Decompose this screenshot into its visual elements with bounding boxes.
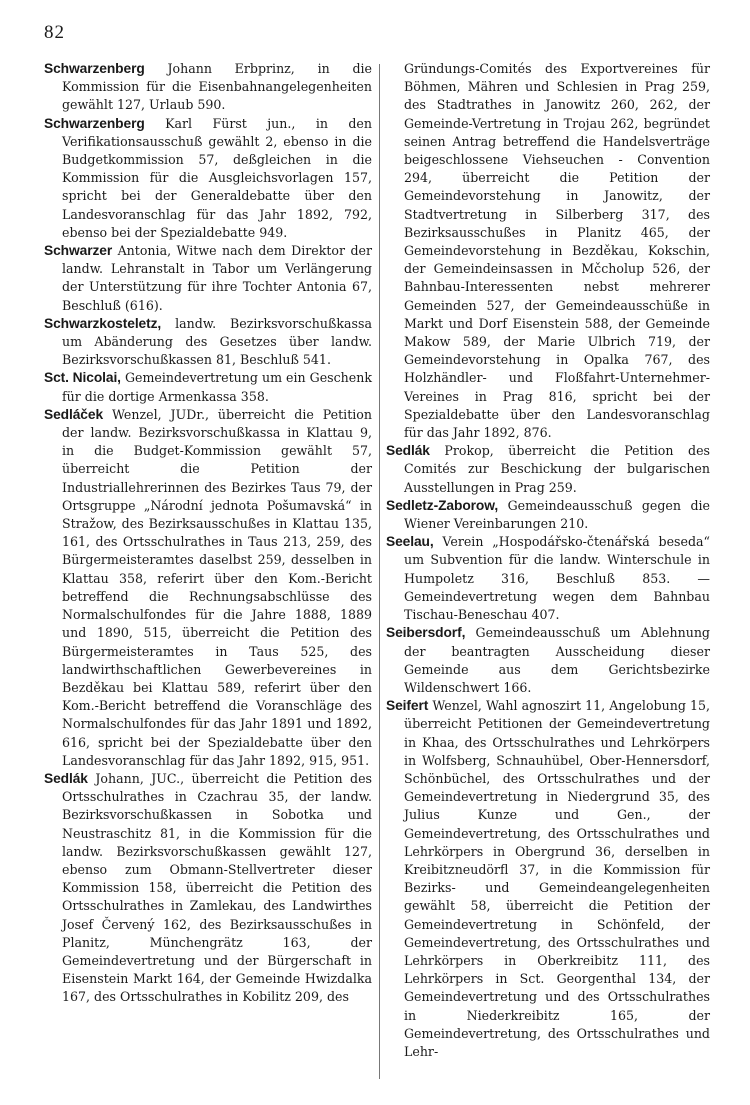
right-column: [386, 60, 710, 1061]
entry-text: landw. Bezirksvorschußkassa um Abänderung des Gesetzes über landw. Bezirksvorschußkassen 81, Beschluß 541.: [62, 315, 372, 368]
entry-heading: Sedlák: [386, 443, 430, 459]
index-entry: [386, 533, 710, 624]
entry-heading: Schwarzenberg: [44, 115, 145, 131]
entry-heading: Seifert: [386, 698, 429, 714]
entry-heading: Sedlák: [44, 770, 88, 786]
entry-text: Antonia, Witwe nach dem Direktor der landw. Lehranstalt in Tabor um Verlängerung der Unterstützung für ihre Tochter Antonia 67, Beschluß (616).: [62, 243, 372, 313]
entry-heading: Sedláček: [44, 406, 104, 422]
index-entry: [44, 315, 372, 370]
index-entry: [44, 770, 372, 1007]
entry-text: Prokop, überreicht die Petition des Comités zur Beschickung der bulgarischen Ausstellungen in Prag 259.: [404, 443, 710, 495]
entry-heading: Seelau,: [386, 534, 434, 550]
index-entry: [386, 497, 710, 533]
entry-heading: Schwarzkosteletz,: [44, 315, 162, 331]
entry-heading: Seibersdorf,: [386, 625, 466, 641]
index-entry: [44, 406, 372, 770]
index-entry: [44, 369, 372, 405]
index-entry: [44, 60, 372, 115]
index-entry: [386, 442, 710, 497]
index-entry: [44, 115, 372, 242]
entry-text: Verein „Hospodářsko-čtenářská beseda“ um Subvention für die landw. Winterschule in Humpoletz 316, Beschluß 853. — Gemeindevertretung wegen dem Bahnbau Tischau-Beneschau 407.: [404, 534, 710, 623]
entry-text: Gemeindevertretung um ein Geschenk für die dortige Armenkassa 358.: [62, 370, 372, 404]
entry-text: Johann Erbprinz, in die Kommission für die Eisenbahnangelegenheiten gewählt 127, Urlaub 590.: [62, 61, 372, 113]
index-entry: [386, 624, 710, 697]
entry-heading: Sct. Nicolai,: [44, 370, 121, 386]
continued-entry-text: Gründungs-Comités des Exportvereines für Böhmen, Mähren und Schlesien in Prag 259, des Stadtrathes in Janowitz 260, 262, der Gemeinde-Vertretung in Trojau 262, begründet seinen Antrag betreffend die Handelsverträge beigeschlossene Viehseuchen - Convention 294, überreicht die Petition der Gemeindevorstehung in Janowitz, der Stadtvertretung in Silberberg 317, des Bezirksausschußes in Planitz 465, der Gemeindevorstehung in Bezděkau, Kokschin, der Gemeindeinsassen in Mčcholup 526, der Bahnbau-Interessenten nebst mehrerer Gemeinden 527, der Gemeindeausschüße in Markt und Dorf Eisenstein 588, der Gemeinde Makow 589, der Marie Ulbrich 719, der Gemeindevorstehung in Opalka 767, des Holzhändler- und Floßfahrt-Unternehmer-Vereines in Prag 816, spricht bei der Spezialdebatte über den Landesvoranschlag für das Jahr 1892, 876.: [404, 61, 710, 441]
entry-text: Karl Fürst jun., in den Verifikationsausschuß gewählt 2, ebenso in die Budgetkommission 57, deßgleichen in die Kommission für die Ausgleichsvorlagen 157, spricht bei der Generaldebatte über den Landesvoranschlag für das Jahr 1892, 792, ebenso bei der Spezialdebatte 949.: [62, 115, 372, 240]
entry-text: Wenzel, Wahl agnoszirt 11, Angelobung 15, überreicht Petitionen der Gemeindevertretung in Khaa, des Ortsschulrathes und Lehrkörpers in Wolfsberg, Schnauhübel, Ober-Hennersdorf, Schönbüchel, des Ortsschulrathes und der Gemeindevertretung in Niedergrund 35, des Julius Kunze und Gen., der Gemeindevertretung, des Ortsschulrathes und Lehrkörpers in Obergrund 36, derselben in Kreibitzneudörfl 37, in die Kommission für Bezirks- und Gemeindeangelegenheiten gewählt 58, überreicht die Petition der Gemeindevertretung in Schönfeld, der Gemeindevertretung, des Ortsschulrathes und Lehrkörpers in Oberkreibitz 111, des Lehrkörpers in Sct. Georgenthal 134, der Gemeindevertretung und des Ortsschulrathes in Niederkreibitz 165, der Gemeindevertretung, des Ortsschulrathes und Lehr-: [404, 698, 710, 1059]
index-entry: [44, 242, 372, 315]
entry-text: Wenzel, JUDr., überreicht die Petition der landw. Bezirksvorschußkassa in Klattau 9, in die Budget-Kommission gewählt 57, überreicht die Petition der Industriallehrerinnen des Bezirkes Taus 79, der Ortsgruppe „Národní jednota Pošumavská“ in Stražow, des Bezirksausschußes in Klattau 135, 161, des Ortsschulrathes in Taus 213, 259, des Bürgermeisteramtes daselbst 259, desselben in Klattau 358, referirt über den Kom.-Bericht betreffend die Rechnungsabschlüsse des Normalschulfondes für die Jahre 1888, 1889 und 1890, 515, überreicht die Petition des Bürgermeisteramtes in Taus 525, des landwirthschaftlichen Gewerbevereines in Bezděkau bei Klattau 589, referirt über den Kom.-Bericht betreffend die Voranschläge des Normalschulfondes für das Jahr 1891 und 1892, 616, spricht bei der Spezialdebatte über den Landesvoranschlag für das Jahr 1892, 915, 951.: [62, 406, 372, 768]
index-entry: [386, 697, 710, 1061]
entry-heading: Schwarzenberg: [44, 61, 145, 76]
page-number: 82: [44, 22, 65, 43]
entry-text: Gemeindeausschuß gegen die Wiener Vereinbarungen 210.: [404, 497, 710, 532]
entry-text: Gemeindeausschuß um Ablehnung der beantragten Ausscheidung dieser Gemeinde aus dem Gerichtsbezirke Wildenschwert 166.: [404, 625, 710, 695]
left-column: [44, 60, 372, 1007]
entry-heading: Schwarzer: [44, 243, 113, 259]
entry-heading: Sedletz-Zaborow,: [386, 497, 499, 513]
column-divider: [379, 64, 380, 1079]
entry-text: Johann, JUC., überreicht die Petition des Ortsschulrathes in Czachrau 35, der landw. Bezirksvorschußkassen in Sobotka und Neustraschitz 81, in die Kommission für die landw. Bezirksvorschußkassen gewählt 127, ebenso zum Obmann-Stellvertreter dieser Kommission 158, überreicht die Petition des Ortsschulrathes in Zamlekau, des Landwirthes Josef Červený 162, des Bezirksausschußes in Planitz, Münchengrätz 163, der Gemeindevertretung und der Bürgerschaft in Eisenstein Markt 164, der Gemeinde Hwizdalka 167, des Ortsschulrathes in Kobilitz 209, des: [62, 770, 372, 1005]
